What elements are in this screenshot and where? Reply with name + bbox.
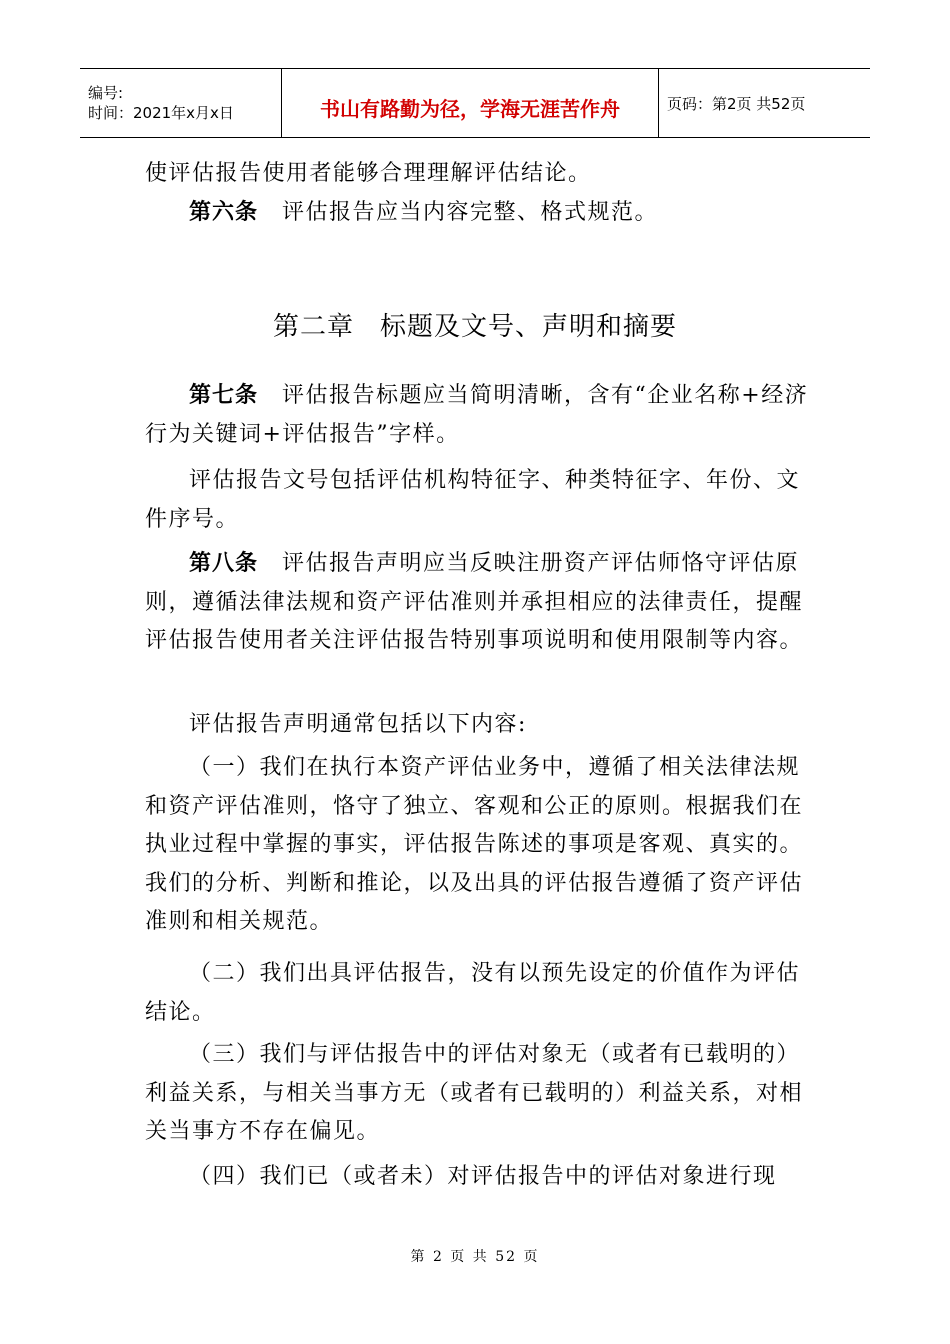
paragraph-doc-number: 评估报告文号包括评估机构特征字、种类特征字、年份、文件序号。 (145, 468, 801, 532)
paragraph-continuation: 使评估报告使用者能够合理理解评估结论。 (145, 161, 592, 186)
chapter-number: 第二章 (272, 312, 354, 342)
declaration-item-2: （二）我们出具评估报告，没有以预先设定的价值作为评估结论。 (145, 961, 801, 1025)
article-7-title: 第七条 (189, 383, 259, 408)
header-page-code: 页码：第2页 共52页 (667, 94, 806, 113)
article-6-text: 评估报告应当内容完整、格式规范。 (282, 200, 659, 225)
doc-time-label: 时间：2021年x月x日 (88, 104, 234, 122)
declaration-item-1: （一）我们在执行本资产评估业务中，遵循了相关法律法规和资产评估准则，恪守了独立、客观和公正的原则。根据我们在执业过程中掌握的事实，评估报告陈述的事项是客观、真实的。我们的分析、判断和推论，以及出具的评估报告遵循了资产评估准则和相关规范。 (145, 755, 804, 934)
doc-number-label: 编号: (88, 84, 124, 102)
header-motto: 书山有路勤为径，学海无涯苦作舟 (282, 69, 659, 137)
page-footer: 第 2 页 共 52 页 (410, 1249, 540, 1265)
article-6-title: 第六条 (189, 200, 259, 225)
article-7 (145, 377, 815, 454)
chapter-heading (0, 306, 950, 343)
declaration-item-3: （三）我们与评估报告中的评估对象无（或者有已载明的）利益关系，与相关当事方无（或者有已载明的）利益关系，对相关当事方不存在偏见。 (145, 1042, 804, 1144)
article-8-title: 第八条 (189, 551, 259, 576)
paragraph-declaration-intro: 评估报告声明通常包括以下内容: (189, 712, 527, 737)
article-7-text: 评估报告标题应当简明清晰，含有“企业名称+经济行为关键词+评估报告”字样。 (145, 383, 809, 447)
article-6 (145, 194, 815, 233)
declaration-item-4: （四）我们已（或者未）对评估报告中的评估对象进行现 (189, 1164, 777, 1189)
article-8-text: 评估报告声明应当反映注册资产评估师恪守评估原则，遵循法律法规和资产评估准则并承担相应的法律责任，提醒评估报告使用者关注评估报告特别事项说明和使用限制等内容。 (145, 551, 804, 653)
header-meta (80, 69, 282, 137)
chapter-title: 标题及文号、声明和摘要 (380, 312, 678, 342)
article-8 (145, 545, 815, 661)
page-header (80, 68, 870, 138)
